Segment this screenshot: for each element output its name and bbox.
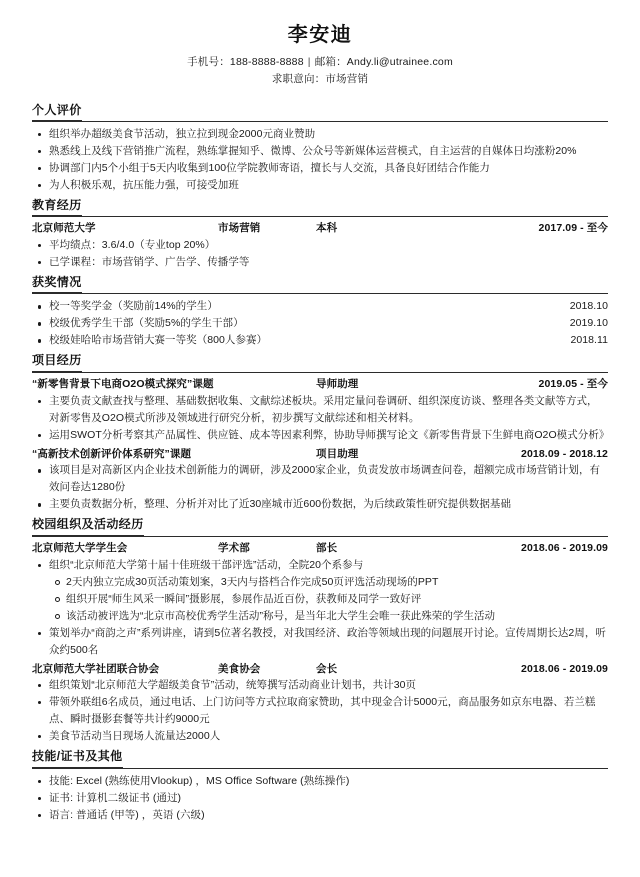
education-major: 市场营销 xyxy=(218,222,261,235)
campus-entry-header xyxy=(32,541,608,557)
list-item: 熟悉线上及线下营销推广流程，熟练掌握知乎、微博、公众号等新媒体运营模式，自主运营的自媒体日均涨粉20% xyxy=(32,143,608,160)
campus-org: 北京师范大学社团联合协会 xyxy=(32,662,160,675)
list-item: 技能: Excel (熟练使用Vlookup) ，MS Office Software (熟练操作) xyxy=(32,773,608,790)
campus-date: 2018.06 - 2019.09 xyxy=(521,662,608,675)
project-title: “高新技术创新评价体系研究”课题 xyxy=(32,447,192,460)
campus-entry-header xyxy=(32,662,608,678)
list-item: 已学课程：市场营销学、广告学、传播学等 xyxy=(32,254,608,271)
list-item: 美食节活动当日现场人流量达2000人 xyxy=(32,728,608,745)
project-role: 导师助理 xyxy=(316,377,359,390)
section-title-skills: 技能/证书及其他 xyxy=(32,748,123,768)
phone-value: 188-8888-8888 xyxy=(229,56,304,68)
list-item: 运用SWOT分析考察其产品属性、供应链、成本等因素利弊，协助导师撰写论文《新零售背景下生鲜电商O2O模式分析》 xyxy=(32,427,608,444)
list-item: 组织策划“北京师范大学超级美食节”活动，统筹撰写活动商业计划书，共计30页 xyxy=(32,677,608,694)
list-item xyxy=(32,298,608,315)
section-projects xyxy=(32,351,608,513)
list-item: 协调部门内5个小组于5天内收集到100位学院教师寄语，擅长与人交流，具备良好团结合作能力 xyxy=(32,160,608,177)
education-school: 北京师范大学 xyxy=(32,222,96,235)
education-date: 2017.09 - 至今 xyxy=(538,222,608,235)
list-item: 平均绩点：3.6/4.0（专业top 20%） xyxy=(32,237,608,254)
section-header xyxy=(32,273,608,294)
list-item: 主要负责数据分析，整理、分析并对比了近30座城市近600份数据，为后续政策性研究提供数据基础 xyxy=(32,496,608,513)
project-date: 2018.09 - 2018.12 xyxy=(521,447,608,460)
campus-sublist xyxy=(32,574,608,625)
project-role: 项目助理 xyxy=(316,447,359,460)
section-title-projects: 项目经历 xyxy=(32,352,82,372)
project-entry-header xyxy=(32,447,608,463)
campus-list xyxy=(32,677,608,745)
objective-value: 市场营销 xyxy=(325,72,369,85)
list-item: 该项目是对高新区内企业技术创新能力的调研，涉及2000家企业，负责发放市场调查问卷，超额完成市场营销计划，有效问卷达1280份 xyxy=(32,462,608,496)
email-value: Andy.li@utrainee.com xyxy=(346,56,453,68)
campus-role: 会长 xyxy=(316,662,338,675)
campus-role: 部长 xyxy=(316,541,338,554)
campus-dept: 学术部 xyxy=(218,541,250,554)
list-item: 带领外联组6名成员，通过电话、上门访问等方式拉取商家赞助，其中现金合计5000元，商品服务如京东电器、若兰糕点、瞬时摄影套餐等共计约9000元 xyxy=(32,694,608,728)
section-skills xyxy=(32,747,608,823)
section-self-evaluation xyxy=(32,101,608,194)
project-list xyxy=(32,462,608,513)
section-title-campus-activities: 校园组织及活动经历 xyxy=(32,516,144,536)
award-text: 校一等奖学金（奖励前14%的学生） xyxy=(49,300,218,313)
objective-line xyxy=(32,71,608,88)
list-item: 主要负责文献查找与整理、基础数据收集、文献综述板块。采用定量问卷调研、组织深度访谈、整理各类文献等方式，对新零售及O2O模式所涉及领域进行研究分析，初步撰写文献综述和相关材料。 xyxy=(32,393,608,427)
section-header xyxy=(32,515,608,536)
campus-date: 2018.06 - 2019.09 xyxy=(521,541,608,554)
list-item: 语言: 普通话 (甲等) ，英语 (六级) xyxy=(32,807,608,824)
section-education xyxy=(32,196,608,271)
education-degree: 本科 xyxy=(316,222,338,235)
campus-list xyxy=(32,625,608,659)
award-date: 2018.11 xyxy=(570,334,608,347)
project-title: “新零售背景下电商O2O模式探究”课题 xyxy=(32,377,214,390)
award-date: 2018.10 xyxy=(569,300,608,313)
project-list xyxy=(32,393,608,444)
sub-list-item: 组织开展“师生风采一瞬间”摄影展，参展作品近百份，获教师及同学一致好评 xyxy=(32,591,608,608)
list-item: 证书: 计算机二级证书 (通过) xyxy=(32,790,608,807)
list-item: 组织“北京师范大学第十届十佳班级干部评选”活动，全院20个系参与 xyxy=(32,557,608,574)
sub-list-item: 2天内独立完成30页活动策划案，3天内与搭档合作完成50页评选活动现场的PPT xyxy=(32,574,608,591)
section-awards xyxy=(32,273,608,349)
candidate-name: 李安迪 xyxy=(287,24,353,46)
sub-list-item: 该活动被评选为“北京市高校优秀学生活动”称号，是当年北大学生会唯一获此殊荣的学生活动 xyxy=(32,608,608,625)
project-date: 2019.05 - 至今 xyxy=(538,377,608,390)
section-title-self-evaluation: 个人评价 xyxy=(32,102,82,122)
skills-list xyxy=(32,773,608,824)
section-header xyxy=(32,196,608,217)
award-text: 校级娃哈哈市场营销大赛一等奖（800人参赛） xyxy=(49,334,268,347)
campus-dept: 美食协会 xyxy=(218,662,261,675)
resume-header xyxy=(32,22,608,88)
award-text: 校级优秀学生干部（奖励5%的学生干部） xyxy=(49,317,244,330)
section-title-awards: 获奖情况 xyxy=(32,274,82,294)
project-entry-header xyxy=(32,377,608,393)
list-item: 策划举办“商韵之声”系列讲座，请到5位著名教授，对我国经济、政治等领域出现的问题展开讨论。宣传周期长达2周，听众约500名 xyxy=(32,625,608,659)
education-entry-header xyxy=(32,221,608,237)
contact-separator: | xyxy=(307,56,311,68)
award-date: 2019.10 xyxy=(569,317,608,330)
section-header xyxy=(32,351,608,372)
list-item xyxy=(32,332,608,349)
contact-line xyxy=(32,55,608,71)
objective-label: 求职意向： xyxy=(271,72,326,85)
awards-list xyxy=(32,298,608,349)
education-list xyxy=(32,237,608,271)
list-item: 为人积极乐观，抗压能力强，可接受加班 xyxy=(32,177,608,194)
section-title-education: 教育经历 xyxy=(32,197,82,217)
section-header xyxy=(32,747,608,768)
campus-list xyxy=(32,557,608,574)
phone-label: 手机号： xyxy=(187,56,230,68)
list-item xyxy=(32,315,608,332)
campus-org: 北京师范大学学生会 xyxy=(32,541,128,554)
list-item: 组织举办超级美食节活动，独立拉到现金2000元商业赞助 xyxy=(32,126,608,143)
email-label: 邮箱： xyxy=(314,56,347,68)
section-campus-activities xyxy=(32,515,608,745)
self-evaluation-list xyxy=(32,126,608,194)
section-header xyxy=(32,101,608,122)
